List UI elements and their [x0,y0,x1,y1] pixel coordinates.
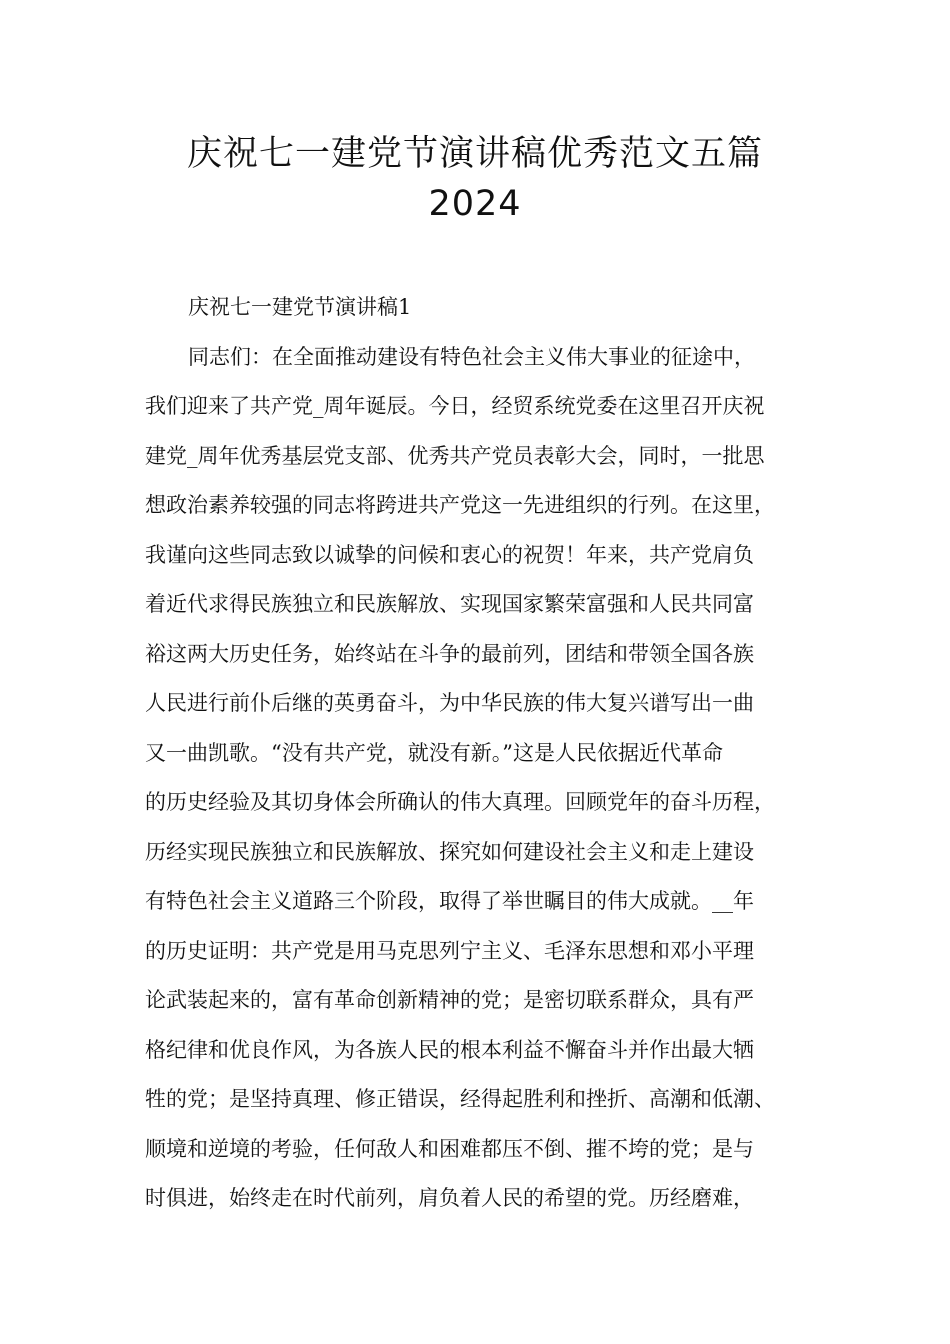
paragraph-line: 的历史证明：共产党是用马克思列宁主义、毛泽东思想和邓小平理 [145,938,754,963]
paragraph-line: 历经实现民族独立和民族解放、探究如何建设社会主义和走上建设 [145,839,754,864]
paragraph-line: 的历史经验及其切身体会所确认的伟大真理。回顾党年的奋斗历程， [145,790,775,814]
paragraph-line: 着近代求得民族独立和民族解放、实现国家繁荣富强和人民共同富 [145,592,754,616]
paragraph-line: 想政治素养较强的同志将跨进共产党这一先进组织的行列。在这里， [145,493,775,517]
paragraph-line: 有特色社会主义道路三个阶段，取得了举世瞩目的伟大成就。__年 [145,889,754,913]
document-title-line-1: 庆祝七一建党节演讲稿优秀范文五篇 [186,134,763,174]
paragraph-line: 论武装起来的，富有革命创新精神的党；是密切联系群众，具有严 [145,988,754,1012]
paragraph-line: 牲的党；是坚持真理、修正错误，经得起胜利和挫折、高潮和低潮、 [145,1087,775,1111]
paragraph-line: 又一曲凯歌。“没有共产党，就没有新。”这是人民依据近代革命 [145,740,723,765]
paragraph-line: 我们迎来了共产党_周年诞辰。今日，经贸系统党委在这里召开庆祝 [145,394,765,418]
section-heading: 庆祝七一建党节演讲稿1 [188,295,412,319]
paragraph-line: 同志们：在全面推动建设有特色社会主义伟大事业的征途中， [188,344,755,369]
paragraph-line: 人民进行前仆后继的英勇奋斗，为中华民族的伟大复兴谱写出一曲 [145,691,754,715]
paragraph-line: 我谨向这些同志致以诚挚的问候和衷心的祝贺！年来，共产党肩负 [145,542,754,567]
paragraph-line: 格纪律和优良作风，为各族人民的根本利益不懈奋斗并作出最大牺 [145,1037,754,1062]
paragraph-line: 建党_周年优秀基层党支部、优秀共产党员表彰大会，同时，一批思 [145,443,765,468]
document-title-line-2: 2024 [428,184,522,224]
document-body [145,283,835,1224]
paragraph-line: 裕这两大历史任务，始终站在斗争的最前列，团结和带领全国各族 [145,641,754,666]
paragraph-line: 时俱进，始终走在时代前列，肩负着人民的希望的党。历经磨难， [145,1186,754,1210]
paragraph-line: 顺境和逆境的考验，任何敌人和困难都压不倒、摧不垮的党；是与 [145,1136,754,1161]
